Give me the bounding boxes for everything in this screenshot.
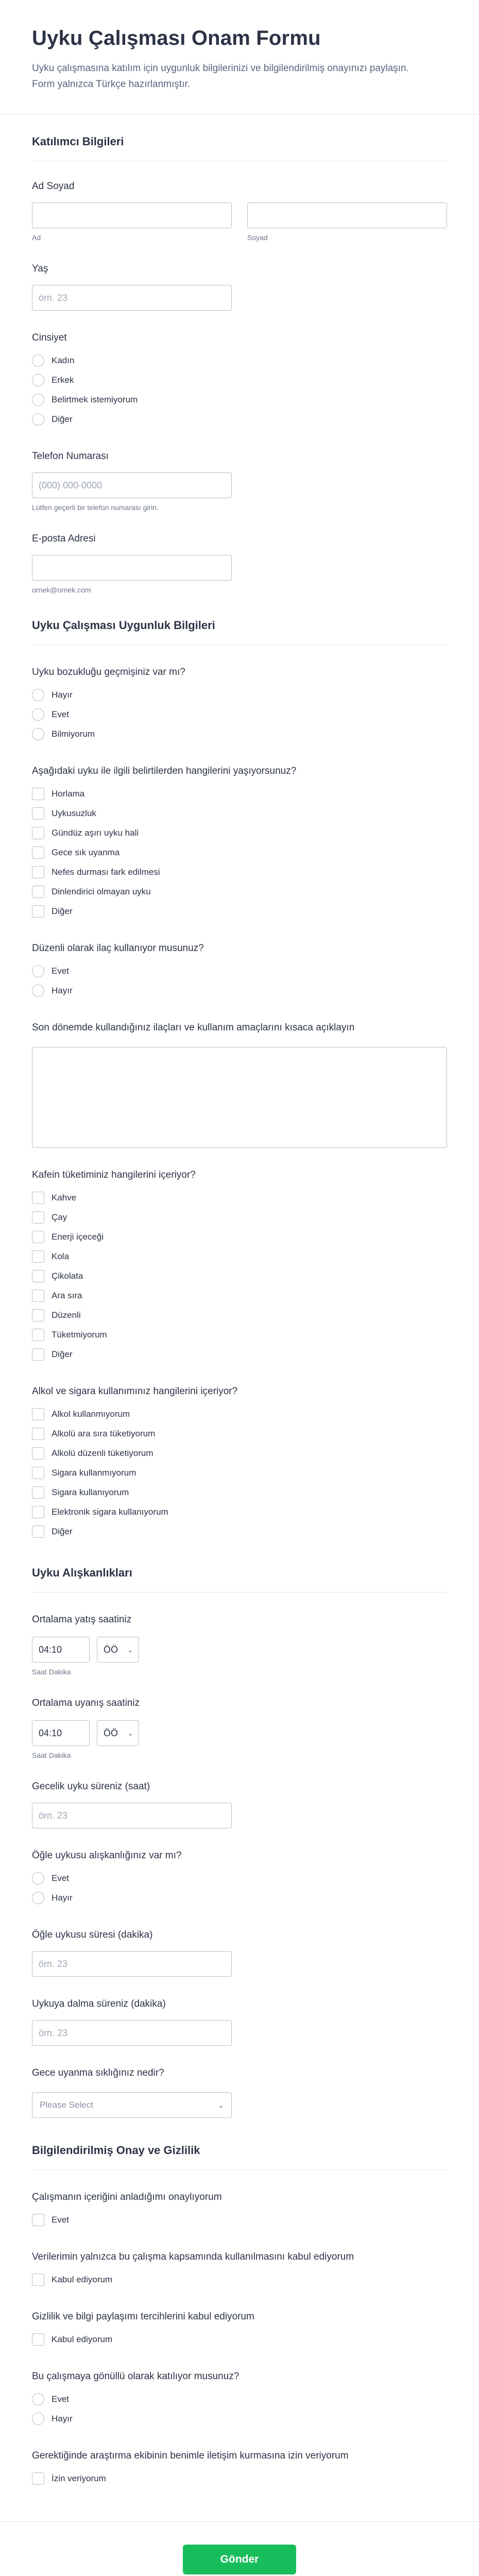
contact-permission-label: Gerektiğinde araştırma ekibinin benimle iletişim kurmasına izin veriyorum xyxy=(32,2450,349,2461)
alcohol-option[interactable]: Elektronik sigara kullanıyorum xyxy=(32,1502,447,1522)
checkbox-icon xyxy=(32,1447,44,1460)
checkbox-icon xyxy=(32,1309,44,1321)
wake-frequency-select[interactable]: Please Select ⌄ xyxy=(32,2092,232,2118)
wake-frequency-field xyxy=(32,2067,447,2118)
checkbox-icon xyxy=(32,905,44,918)
checkbox-icon xyxy=(32,2333,44,2346)
checkbox-icon xyxy=(32,1467,44,1479)
email-label: E-posta Adresi xyxy=(32,533,96,544)
alcohol-option[interactable]: Alkol kullanmıyorum xyxy=(32,1404,447,1424)
gender-option[interactable]: Erkek xyxy=(32,370,447,390)
form-footer xyxy=(0,2521,479,2576)
caffeine-option[interactable]: Düzenli xyxy=(32,1306,447,1325)
voluntary-label: Bu çalışmaya gönüllü olarak katılıyor musunuz? xyxy=(32,2371,239,2382)
phone-label: Telefon Numarası xyxy=(32,451,109,462)
symptom-option[interactable]: Uykusuzluk xyxy=(32,804,447,823)
sleep-disorder-option[interactable]: Evet xyxy=(32,705,447,724)
medication-desc-textarea[interactable] xyxy=(32,1047,447,1148)
alcohol-option[interactable]: Sigara kullanıyorum xyxy=(32,1483,447,1502)
checkbox-icon xyxy=(32,1270,44,1282)
waketime-label: Ortalama uyanış saatiniz xyxy=(32,1698,140,1708)
nap-duration-label: Öğle uykusu süresi (dakika) xyxy=(32,1929,153,1940)
radio-icon xyxy=(32,1892,44,1904)
caffeine-option[interactable]: Çay xyxy=(32,1208,447,1227)
medication-desc-field xyxy=(32,1022,447,1148)
medication-label: Düzenli olarak ilaç kullanıyor musunuz? xyxy=(32,943,204,954)
caffeine-option[interactable]: Enerji içeceği xyxy=(32,1227,447,1247)
checkbox-icon xyxy=(32,866,44,878)
gender-option[interactable]: Kadın xyxy=(32,351,447,370)
alcohol-field xyxy=(32,1386,447,1541)
first-name-sublabel: Ad xyxy=(32,233,41,242)
habits-section xyxy=(0,1566,479,2118)
checkbox-icon xyxy=(32,1250,44,1263)
checkbox-icon xyxy=(32,827,44,839)
sleep-latency-field xyxy=(32,1998,447,2046)
contact-permission-field xyxy=(32,2450,447,2488)
checkbox-icon xyxy=(32,886,44,898)
checkbox-icon xyxy=(32,1486,44,1499)
chevron-down-icon: ⌄ xyxy=(218,2100,224,2109)
age-input[interactable] xyxy=(32,285,232,311)
sleep-latency-label: Uykuya dalma süreniz (dakika) xyxy=(32,1998,166,2009)
medication-option[interactable]: Hayır xyxy=(32,981,447,1001)
chevron-down-icon: ⌄ xyxy=(127,1728,133,1737)
symptoms-label: Aşağıdaki uyku ile ilgili belirtilerden hangilerini yaşıyorsunuz? xyxy=(32,766,297,776)
checkbox-icon xyxy=(32,2214,44,2226)
caffeine-option[interactable]: Tüketmiyorum xyxy=(32,1325,447,1345)
consent-privacy-option[interactable]: Kabul ediyorum xyxy=(32,2330,447,2349)
caffeine-option[interactable]: Kahve xyxy=(32,1188,447,1208)
eligibility-section xyxy=(0,619,479,1541)
waketime-sublabel: Saat Dakika xyxy=(32,1751,71,1759)
alcohol-label: Alkol ve sigara kullanımınız hangilerini içeriyor? xyxy=(32,1386,238,1397)
voluntary-option[interactable]: Hayır xyxy=(32,2409,447,2429)
radio-icon xyxy=(32,689,44,701)
consent-privacy-label: Gizlilik ve bilgi paylaşımı tercihlerini kabul ediyorum xyxy=(32,2311,254,2322)
participant-section xyxy=(0,135,479,594)
radio-icon xyxy=(32,708,44,721)
consent-data-field xyxy=(32,2251,447,2290)
bedtime-ampm-select[interactable]: ÖÖ ⌄ xyxy=(97,1637,139,1663)
name-field xyxy=(32,181,447,242)
last-name-input[interactable] xyxy=(247,202,447,228)
checkbox-icon xyxy=(32,1329,44,1341)
phone-field xyxy=(32,451,447,512)
email-sublabel: ornek@ornek.com xyxy=(32,586,91,594)
symptoms-field xyxy=(32,766,447,921)
phone-input[interactable] xyxy=(32,472,232,498)
consent-data-option[interactable]: Kabul ediyorum xyxy=(32,2270,447,2290)
nap-habit-option[interactable]: Hayır xyxy=(32,1888,447,1908)
nap-habit-option[interactable]: Evet xyxy=(32,1869,447,1888)
name-label: Ad Soyad xyxy=(32,181,75,192)
symptom-option[interactable]: Gündüz aşırı uyku hali xyxy=(32,823,447,843)
caffeine-option[interactable]: Kola xyxy=(32,1247,447,1266)
sleep-disorder-option[interactable]: Bilmiyorum xyxy=(32,724,447,744)
wake-frequency-label: Gece uyanma sıklığınız nedir? xyxy=(32,2067,164,2078)
sleep-disorder-label: Uyku bozukluğu geçmişiniz var mı? xyxy=(32,667,185,677)
sleep-disorder-option[interactable]: Hayır xyxy=(32,685,447,705)
radio-icon xyxy=(32,1872,44,1885)
medication-field xyxy=(32,943,447,1001)
waketime-field xyxy=(32,1698,447,1759)
bedtime-sublabel: Saat Dakika xyxy=(32,1668,71,1676)
consent-section xyxy=(0,2144,479,2488)
gender-option[interactable]: Belirtmek istemiyorum xyxy=(32,390,447,410)
checkbox-icon xyxy=(32,1211,44,1224)
checkbox-icon xyxy=(32,1526,44,1538)
checkbox-icon xyxy=(32,2274,44,2286)
checkbox-icon xyxy=(32,1290,44,1302)
consent-understand-field xyxy=(32,2192,447,2230)
radio-icon xyxy=(32,394,44,406)
age-label: Yaş xyxy=(32,263,48,274)
checkbox-icon xyxy=(32,807,44,820)
gender-option[interactable]: Diğer xyxy=(32,410,447,429)
first-name-input[interactable] xyxy=(32,202,232,228)
age-field xyxy=(32,263,447,311)
section-title-consent: Bilgilendirilmiş Onay ve Gizlilik xyxy=(32,2144,447,2170)
checkbox-icon xyxy=(32,1192,44,1204)
radio-icon xyxy=(32,354,44,367)
symptom-option[interactable]: Diğer xyxy=(32,902,447,921)
nap-habit-label: Öğle uykusu alışkanlığınız var mı? xyxy=(32,1850,182,1861)
checkbox-icon xyxy=(32,1231,44,1243)
sleep-duration-input[interactable] xyxy=(32,1803,232,1828)
gender-label: Cinsiyet xyxy=(32,332,67,343)
checkbox-icon xyxy=(32,846,44,859)
medication-option[interactable]: Evet xyxy=(32,961,447,981)
radio-icon xyxy=(32,413,44,426)
nap-duration-field xyxy=(32,1929,447,1977)
consent-data-label: Verilerimin yalnızca bu çalışma kapsamında kullanılmasını kabul ediyorum xyxy=(32,2251,354,2262)
checkbox-icon xyxy=(32,1428,44,1440)
alcohol-option[interactable]: Diğer xyxy=(32,1522,447,1541)
submit-button[interactable]: Gönder xyxy=(183,2545,296,2574)
sleep-latency-input[interactable] xyxy=(32,2020,232,2046)
radio-icon xyxy=(32,2413,44,2425)
radio-icon xyxy=(32,965,44,977)
checkbox-icon xyxy=(32,1506,44,1518)
symptom-option[interactable]: Dinlendirici olmayan uyku xyxy=(32,882,447,902)
contact-permission-option[interactable]: İzin veriyorum xyxy=(32,2469,447,2488)
consent-understand-option[interactable]: Evet xyxy=(32,2210,447,2230)
checkbox-icon xyxy=(32,1348,44,1361)
nap-duration-input[interactable] xyxy=(32,1951,232,1977)
gender-field xyxy=(32,332,447,429)
bedtime-label: Ortalama yatış saatiniz xyxy=(32,1614,132,1625)
radio-icon xyxy=(32,374,44,386)
consent-understand-label: Çalışmanın içeriğini anladığımı onaylıyorum xyxy=(32,2192,222,2202)
email-input[interactable] xyxy=(32,555,232,581)
caffeine-field xyxy=(32,1170,447,1364)
consent-privacy-field xyxy=(32,2311,447,2349)
checkbox-icon xyxy=(32,2472,44,2485)
bedtime-input[interactable]: 04:10 xyxy=(32,1637,90,1663)
symptom-option[interactable]: Gece sık uyanma xyxy=(32,843,447,862)
bedtime-field xyxy=(32,1614,447,1676)
sleep-duration-label: Gecelik uyku süreniz (saat) xyxy=(32,1781,150,1792)
waketime-input[interactable]: 04:10 xyxy=(32,1720,90,1746)
caffeine-option[interactable]: Ara sıra xyxy=(32,1286,447,1306)
radio-icon xyxy=(32,2393,44,2405)
email-field xyxy=(32,533,447,594)
checkbox-icon xyxy=(32,788,44,800)
section-title-eligibility: Uyku Çalışması Uygunluk Bilgileri xyxy=(32,619,447,645)
caffeine-option[interactable]: Diğer xyxy=(32,1345,447,1364)
sleep-disorder-field xyxy=(32,667,447,744)
nap-habit-field xyxy=(32,1850,447,1908)
section-title-participant: Katılımcı Bilgileri xyxy=(32,135,447,161)
waketime-ampm-select[interactable]: ÖÖ ⌄ xyxy=(97,1720,139,1746)
caffeine-label: Kafein tüketiminiz hangilerini içeriyor? xyxy=(32,1170,196,1180)
chevron-down-icon: ⌄ xyxy=(127,1645,133,1654)
caffeine-option[interactable]: Çikolata xyxy=(32,1266,447,1286)
symptom-option[interactable]: Horlama xyxy=(32,784,447,804)
symptom-option[interactable]: Nefes durması fark edilmesi xyxy=(32,862,447,882)
radio-icon xyxy=(32,728,44,740)
voluntary-field xyxy=(32,2371,447,2429)
alcohol-option[interactable]: Alkolü ara sıra tüketiyorum xyxy=(32,1424,447,1444)
last-name-sublabel: Soyad xyxy=(247,233,268,242)
alcohol-option[interactable]: Sigara kullanmıyorum xyxy=(32,1463,447,1483)
form-description: Uyku çalışmasına katılım için uygunluk bilgilerinizi ve bilgilendirilmiş onayınızı paylaşın. Form yalnızca Türkçe hazırlanmıştır. xyxy=(32,63,409,90)
radio-icon xyxy=(32,985,44,997)
phone-sublabel: Lütfen geçerli bir telefon numarası girin. xyxy=(32,503,159,512)
checkbox-icon xyxy=(32,1408,44,1420)
sleep-duration-field xyxy=(32,1781,447,1828)
form-header xyxy=(0,0,479,114)
section-title-habits: Uyku Alışkanlıkları xyxy=(32,1566,447,1592)
medication-desc-label: Son dönemde kullandığınız ilaçları ve kullanım amaçlarını kısaca açıklayın xyxy=(32,1022,355,1033)
form-title: Uyku Çalışması Onam Formu xyxy=(32,27,321,49)
alcohol-option[interactable]: Alkolü düzenli tüketiyorum xyxy=(32,1444,447,1463)
voluntary-option[interactable]: Evet xyxy=(32,2389,447,2409)
